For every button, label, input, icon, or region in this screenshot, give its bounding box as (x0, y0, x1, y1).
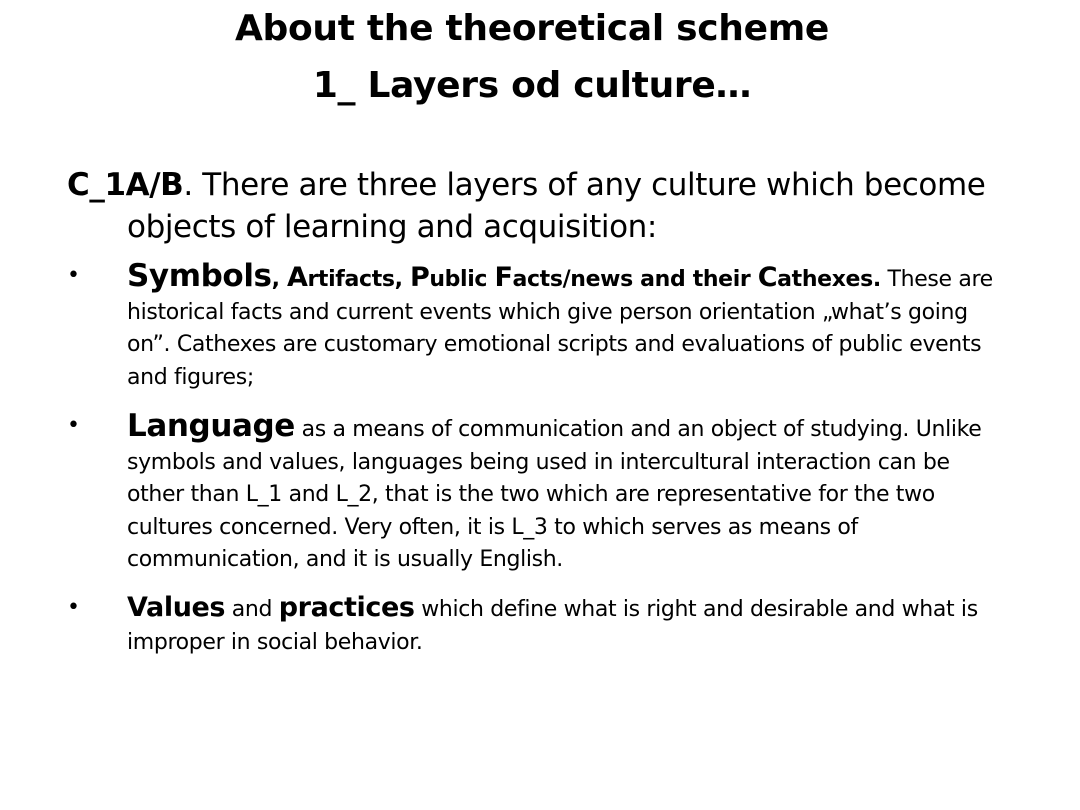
facts-initial: F (494, 262, 513, 293)
bullet-language (67, 408, 1007, 577)
term-practices: practices (278, 592, 415, 623)
facts-rest: acts/news and their (512, 267, 758, 292)
intro-text: . There are three layers of any culture which become objects of learning and acquisition: (127, 167, 986, 245)
title-line-1: About the theoretical scheme (234, 8, 830, 49)
slide-title (0, 0, 1064, 114)
cathexes-initial: C (757, 262, 778, 293)
separator: , (394, 267, 410, 292)
and-text: and (225, 597, 279, 622)
bullet-body: These are historical facts and current events which give person orientation „what’s going on”. Cathexes are customary emotional scripts and evaluations of public events and figures; (127, 267, 993, 390)
artifacts-initial: A (286, 262, 308, 293)
public-initial: P (409, 262, 430, 293)
term-language: Language (127, 408, 295, 444)
cathexes-rest: athexes. (777, 267, 881, 292)
bullet-symbols (67, 258, 1007, 394)
term-symbols: Symbols (127, 258, 272, 294)
artifacts-rest: rtifacts (307, 267, 395, 292)
bullet-dot: • (67, 263, 80, 288)
bullet-dot: • (67, 595, 80, 620)
term-values: Values (127, 592, 226, 623)
intro-paragraph (67, 164, 1007, 248)
public-rest: ublic (429, 267, 495, 292)
separator: , (271, 267, 287, 292)
bullet-body: which define what is right and desirable and what is improper in social behavior. (127, 597, 978, 655)
title-line-2: 1_ Layers od culture… (312, 65, 752, 106)
intro-label: C_1A/B (67, 167, 184, 203)
bullet-values (67, 592, 1007, 659)
bullet-body: as a means of communication and an object of studying. Unlike symbols and values, languages being used in intercultural interaction can be other than L_1 and L_2, that is the two which are representative for the two cultures concerned. Very often, it is L_3 to which serves as means of communication, and it is usually English. (127, 417, 982, 572)
bullet-dot: • (67, 413, 80, 438)
